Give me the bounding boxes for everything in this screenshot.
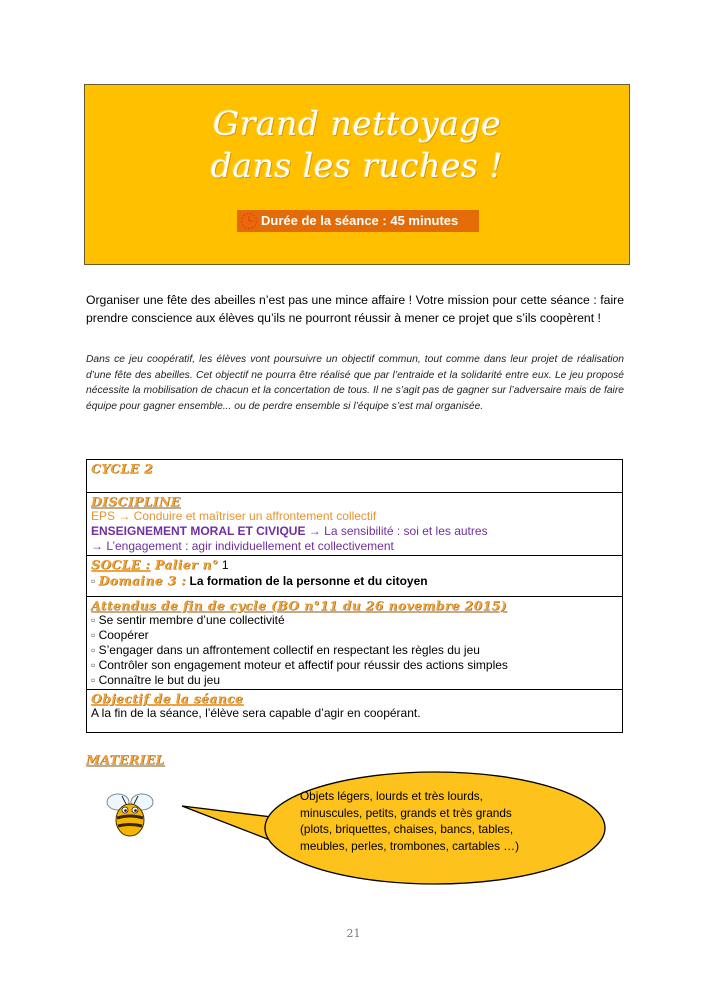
palier-value: 1 [218, 558, 229, 572]
materiel-line: minuscules, petits, grands et très grands [300, 805, 512, 820]
domaine-text: La formation de la personne et du citoyen [186, 574, 428, 588]
materiel-line: meubles, perles, trombones, cartables …) [300, 838, 519, 853]
attendus-item: ▫ Connaître le but du jeu [91, 673, 221, 687]
bee-icon [98, 788, 162, 840]
attendus-item: ▫ Coopérer [91, 628, 149, 642]
title-banner [84, 84, 630, 265]
socle-line [91, 557, 618, 573]
attendus-row [87, 597, 623, 690]
attendus-item: ▫ Se sentir membre d’une collectivité [91, 613, 285, 627]
intro-paragraph: Organiser une fête des abeilles n’est pas une mince affaire ! Votre mission pour cette séance : faire prendre conscience aux élèves qu’ils ne pourront réussir à mener ce projet que s’ils coopèrent ! [86, 293, 624, 325]
eps-line: EPS → Conduire et maîtriser un affrontement collectif [91, 509, 377, 523]
title-line-2: dans les ruches ! [210, 146, 504, 185]
materiel-line: Objets légers, lourds et très lourds, [300, 789, 483, 803]
domaine-line: ▫ Domaine 3 : La formation de la personne et du citoyen [91, 573, 428, 588]
cycle-heading: CYCLE 2 [91, 461, 154, 476]
materiel-heading: MATERIEL [86, 752, 165, 767]
discipline-heading: DISCIPLINE [91, 494, 181, 509]
attendus-heading: Attendus de fin de cycle (BO n°11 du 26 novembre 2015) [91, 598, 507, 613]
materiel-list [300, 788, 550, 854]
domaine-label: Domaine 3 : [98, 573, 187, 588]
emc-text: La sensibilité : soi et les autres [320, 524, 488, 538]
session-info-table [86, 459, 623, 733]
attendus-item: ▫ Contrôler son engagement moteur et affectif pour réussir des actions simples [91, 658, 508, 672]
socle-label: SOCLE : [91, 557, 151, 572]
page-number: 21 [346, 927, 361, 940]
emc-line [91, 524, 618, 539]
page-title [85, 103, 629, 187]
cycle-row [87, 460, 623, 493]
clock-icon [240, 212, 258, 230]
emc-label: ENSEIGNEMENT MORAL ET CIVIQUE → [91, 524, 321, 538]
objectif-heading: Objectif de la séance [91, 691, 244, 706]
discipline-row [87, 493, 623, 556]
materiel-line: (plots, briquettes, chaises, bancs, tables, [300, 822, 514, 836]
intro-italic-paragraph: Dans ce jeu coopératif, les élèves vont poursuivre un objectif commun, tout comme dans leur projet de réalisation d’une fête des abeilles. Cet objectif ne pourra être réalisé que par l’entraide et la solidarité entre eux. Le jeu proposé nécessite la mobilisation de chacun et la concertation de tous. Il ne s’agit pas de gagner sur l’adversaire mais de faire équipe pour gagner ensemble... ou de perdre ensemble si l’équipe s’est mal organisée. [86, 354, 624, 412]
emc-line-2: → L’engagement : agir individuellement et collectivement [91, 539, 394, 553]
duration-badge [237, 210, 479, 232]
objectif-row [87, 690, 623, 733]
title-line-1: Grand nettoyage [212, 104, 502, 143]
objectif-text: A la fin de la séance, l’élève sera capable d’agir en coopérant. [91, 706, 421, 720]
attendus-item: ▫ S’engager dans un affrontement collectif en respectant les règles du jeu [91, 643, 480, 657]
duration-text: Durée de la séance : 45 minutes [261, 213, 459, 228]
palier-label: Palier n° [150, 557, 219, 572]
socle-row [87, 556, 623, 597]
